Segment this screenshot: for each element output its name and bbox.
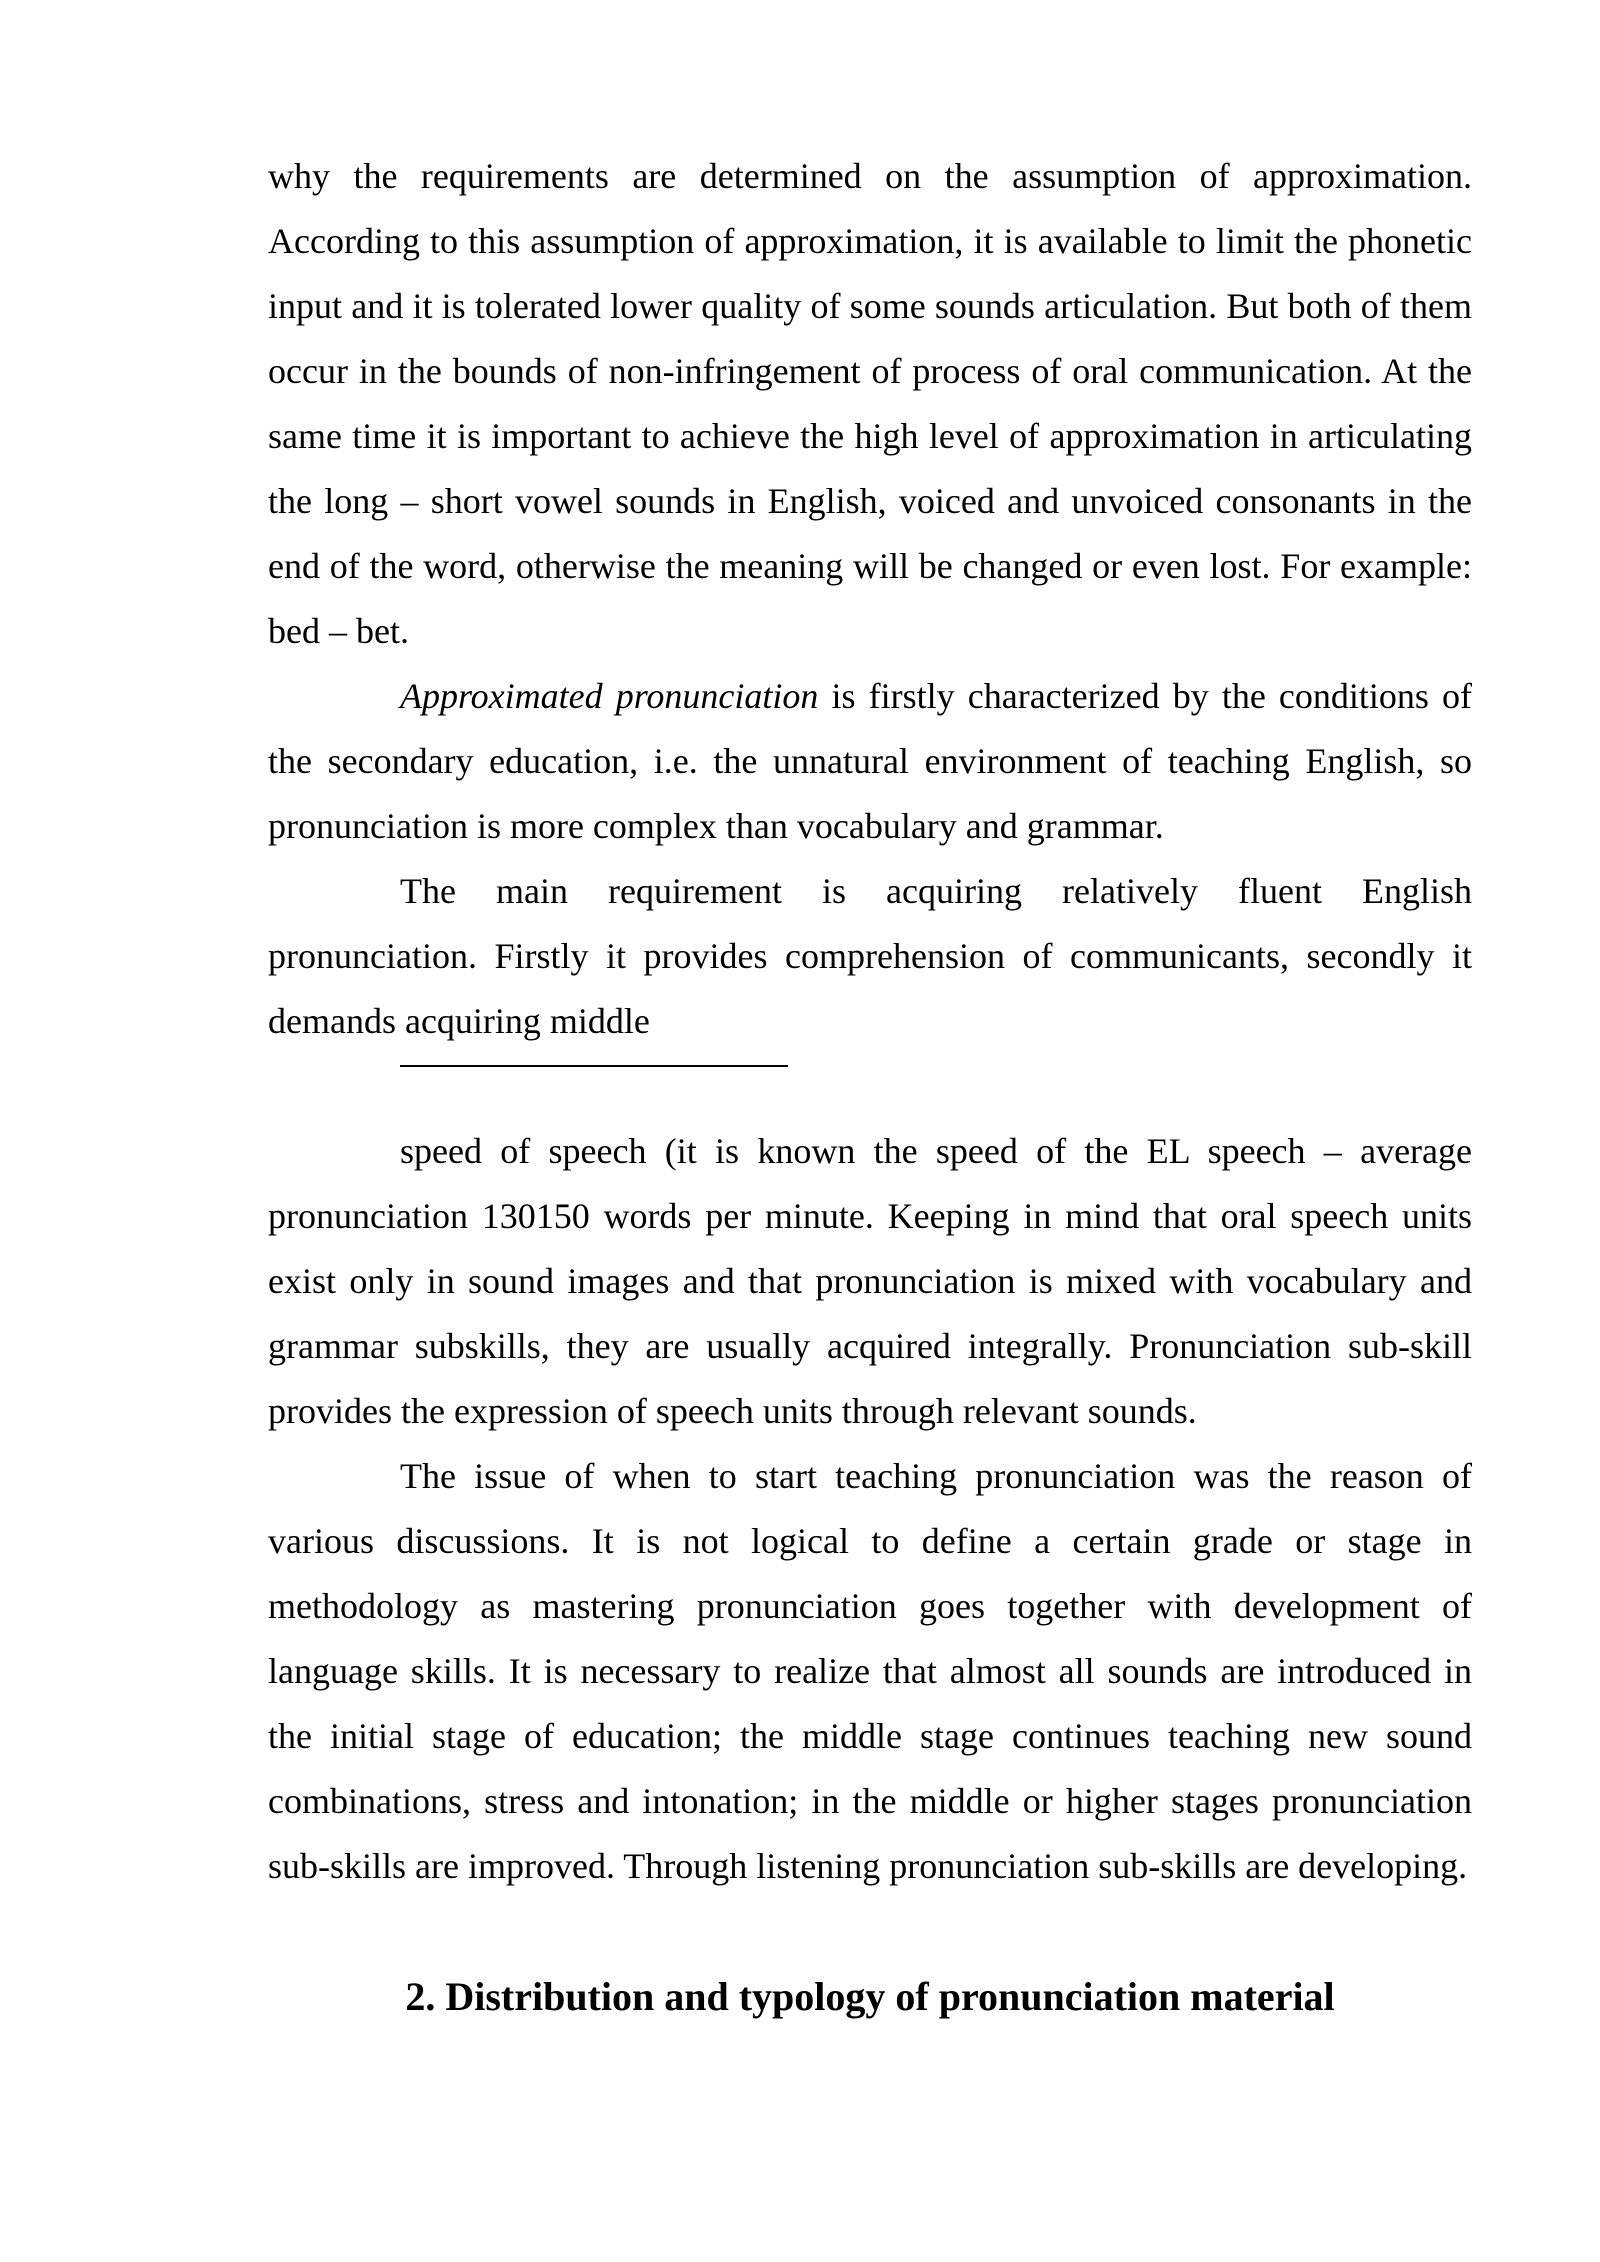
footnote-separator-line [400, 1065, 788, 1067]
paragraph-main-requirement [268, 859, 1472, 1054]
section-heading: 2. Distribution and typology of pronunciation material [405, 1974, 1335, 2019]
paragraph-approximated-pronunciation [268, 664, 1472, 859]
paragraph-text: speed of speech (it is known the speed of the EL speech – average pronunciation 130150 words per minute. Keeping in mind that oral speech units exist only in sound images and that pronunciation is mixed with vocabulary and grammar subskills, they are usually acquired integrally. Pronunciation sub-skill provides the expression of speech units through relevant sounds. [268, 1131, 1472, 1431]
paragraph-when-to-start [268, 1444, 1472, 1899]
paragraph-text: The main requirement is acquiring relatively fluent English pronunciation. Firstly it provides comprehension of communicants, secondly it demands acquiring middle [268, 871, 1472, 1041]
paragraph-text: is firstly characterized by the conditions of the secondary education, i.e. the unnatural environment of teaching English, so pronunciation is more complex than vocabulary and grammar. [268, 676, 1473, 846]
paragraph-speed-of-speech [268, 1119, 1472, 1444]
paragraph-text: The issue of when to start teaching pronunciation was the reason of various discussions. It is not logical to define a certain grade or stage in methodology as mastering pronunciation goes together with development of language skills. It is necessary to realize that almost all sounds are introduced in the initial stage of education; the middle stage continues teaching new sound combinations, stress and intonation; in the middle or higher stages pronunciation sub-skills are improved. Through listening pronunciation sub-skills are developing. [268, 1456, 1472, 1886]
italic-term: Approximated pronunciation [400, 676, 819, 716]
paragraph-text: why the requirements are determined on the assumption of approximation. According to this assumption of approximation, it is available to limit the phonetic input and it is tolerated lower quality of some sounds articulation. But both of them occur in the bounds of non-infringement of process of oral communication. At the same time it is important to achieve the high level of approximation in articulating the long – short vowel sounds in English, voiced and unvoiced consonants in the end of the word, otherwise the meaning will be changed or even lost. For example: bed – bet. [268, 156, 1472, 651]
paragraph-approximation-requirements [268, 144, 1472, 664]
body-text-top [268, 144, 1472, 1054]
body-text-bottom [268, 1119, 1472, 1899]
